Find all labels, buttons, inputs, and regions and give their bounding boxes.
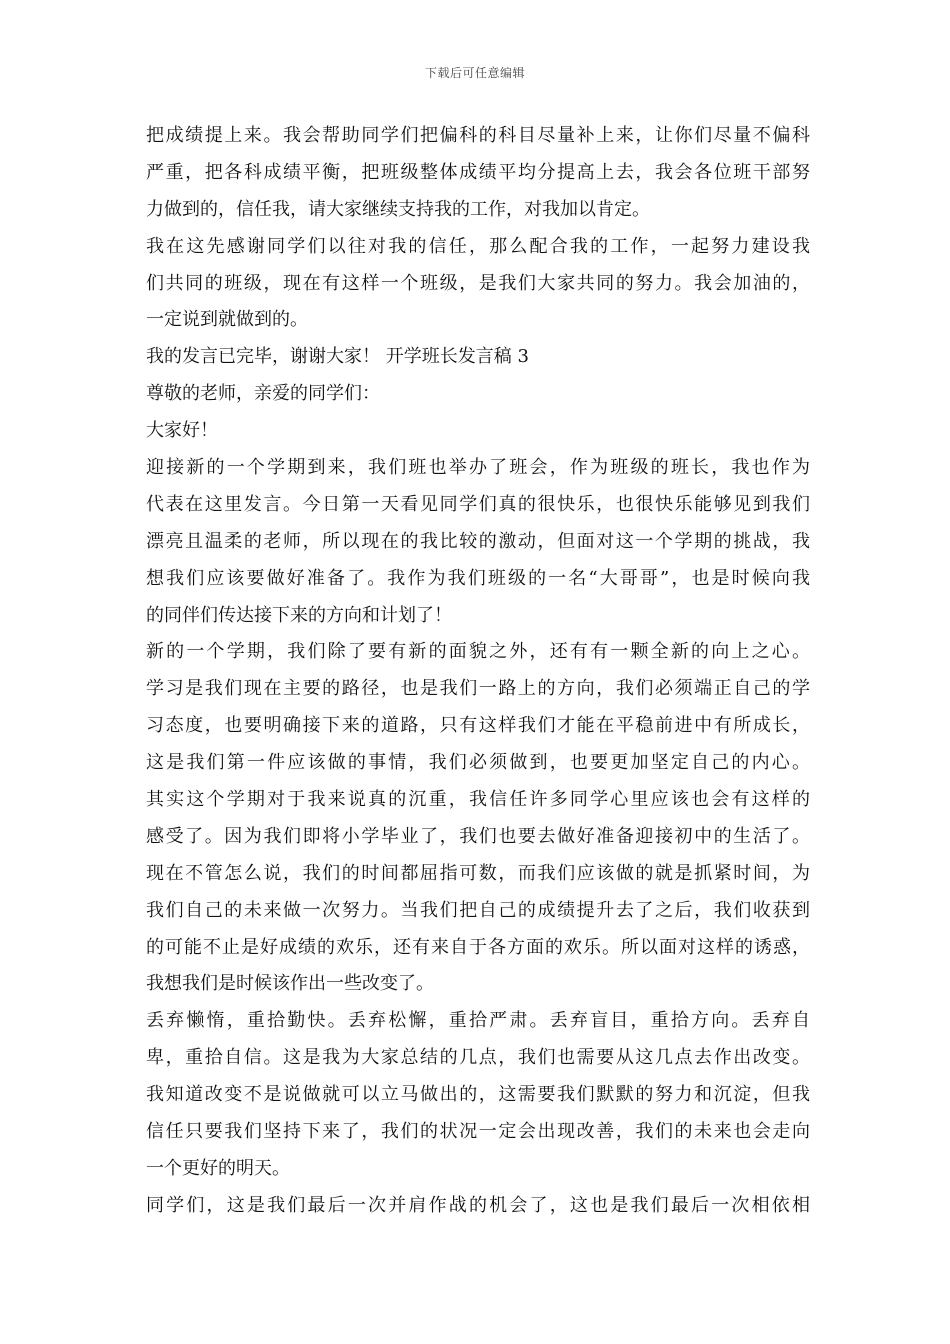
text-line: 我在这先感谢同学们以往对我的信任，那么配合我的工作，一起努力建设我: [146, 235, 810, 257]
text-line: 习态度，也要明确接下来的道路，只有这样我们才能在平稳前进中有所成长，: [146, 715, 810, 737]
text-line: 大家好！: [146, 420, 218, 442]
text-line: 我的发言已完毕，谢谢大家！ 开学班长发言稿 3: [146, 346, 529, 368]
text-line: 学习是我们现在主要的路径，也是我们一路上的方向，我们必须端正自己的学: [146, 678, 810, 700]
text-line: 卑，重拾自信。这是我为大家总结的几点，我们也需要从这几点去作出改变。: [146, 1047, 810, 1069]
text-line: 力做到的，信任我，请大家继续支持我的工作，对我加以肯定。: [146, 198, 650, 220]
text-line: 丢弃懒惰，重拾勤快。丢弃松懈，重拾严肃。丢弃盲目，重拾方向。丢弃自: [146, 1010, 810, 1032]
page-header: 下载后可任意编辑: [424, 66, 525, 80]
text-line: 其实这个学期对于我来说真的沉重，我信任许多同学心里应该也会有这样的: [146, 789, 810, 811]
document-body: [146, 118, 810, 1225]
text-line: 漂亮且温柔的老师，所以现在的我比较的激动，但面对这一个学期的挑战，我: [146, 530, 810, 552]
text-line: 新的一个学期，我们除了要有新的面貌之外，还有有一颗全新的向上之心。: [146, 641, 810, 663]
text-line: 的可能不止是好成绩的欢乐，还有来自于各方面的欢乐。所以面对这样的诱惑，: [146, 936, 810, 958]
text-line: 们共同的班级，现在有这样一个班级，是我们大家共同的努力。我会加油的，: [146, 272, 810, 294]
text-line: 想我们应该要做好准备了。我作为我们班级的一名“大哥哥”，也是时候向我: [146, 567, 810, 589]
text-line: 我想我们是时候该作出一些改变了。: [146, 973, 434, 995]
text-line: 尊敬的老师，亲爱的同学们：: [146, 383, 380, 405]
text-line: 感受了。因为我们即将小学毕业了，我们也要去做好准备迎接初中的生活了。: [146, 825, 810, 847]
text-line: 同学们，这是我们最后一次并肩作战的机会了，这也是我们最后一次相依相: [146, 1194, 810, 1216]
text-line: 迎接新的一个学期到来，我们班也举办了班会，作为班级的班长，我也作为: [146, 457, 810, 479]
text-line: 信任只要我们坚持下来了，我们的状况一定会出现改善，我们的未来也会走向: [146, 1121, 810, 1143]
text-line: 严重，把各科成绩平衡，把班级整体成绩平均分提高上去，我会各位班干部努: [146, 161, 810, 183]
text-line: 一定说到就做到的。: [146, 309, 308, 331]
text-line: 的同伴们传达接下来的方向和计划了！: [146, 604, 452, 626]
text-line: 现在不管怎么说，我们的时间都屈指可数，而我们应该做的就是抓紧时间，为: [146, 862, 810, 884]
text-line: 一个更好的明天。: [146, 1157, 290, 1179]
text-line: 代表在这里发言。今日第一天看见同学们真的很快乐，也很快乐能够见到我们: [146, 493, 810, 515]
text-line: 把成绩提上来。我会帮助同学们把偏科的科目尽量补上来，让你们尽量不偏科: [146, 125, 810, 146]
text-line: 我知道改变不是说做就可以立马做出的，这需要我们默默的努力和沉淀，但我: [146, 1084, 810, 1106]
text-line: 这是我们第一件应该做的事情，我们必须做到，也要更加坚定自己的内心。: [146, 752, 810, 774]
text-line: 我们自己的未来做一次努力。当我们把自己的成绩提升去了之后，我们收获到: [146, 899, 810, 921]
